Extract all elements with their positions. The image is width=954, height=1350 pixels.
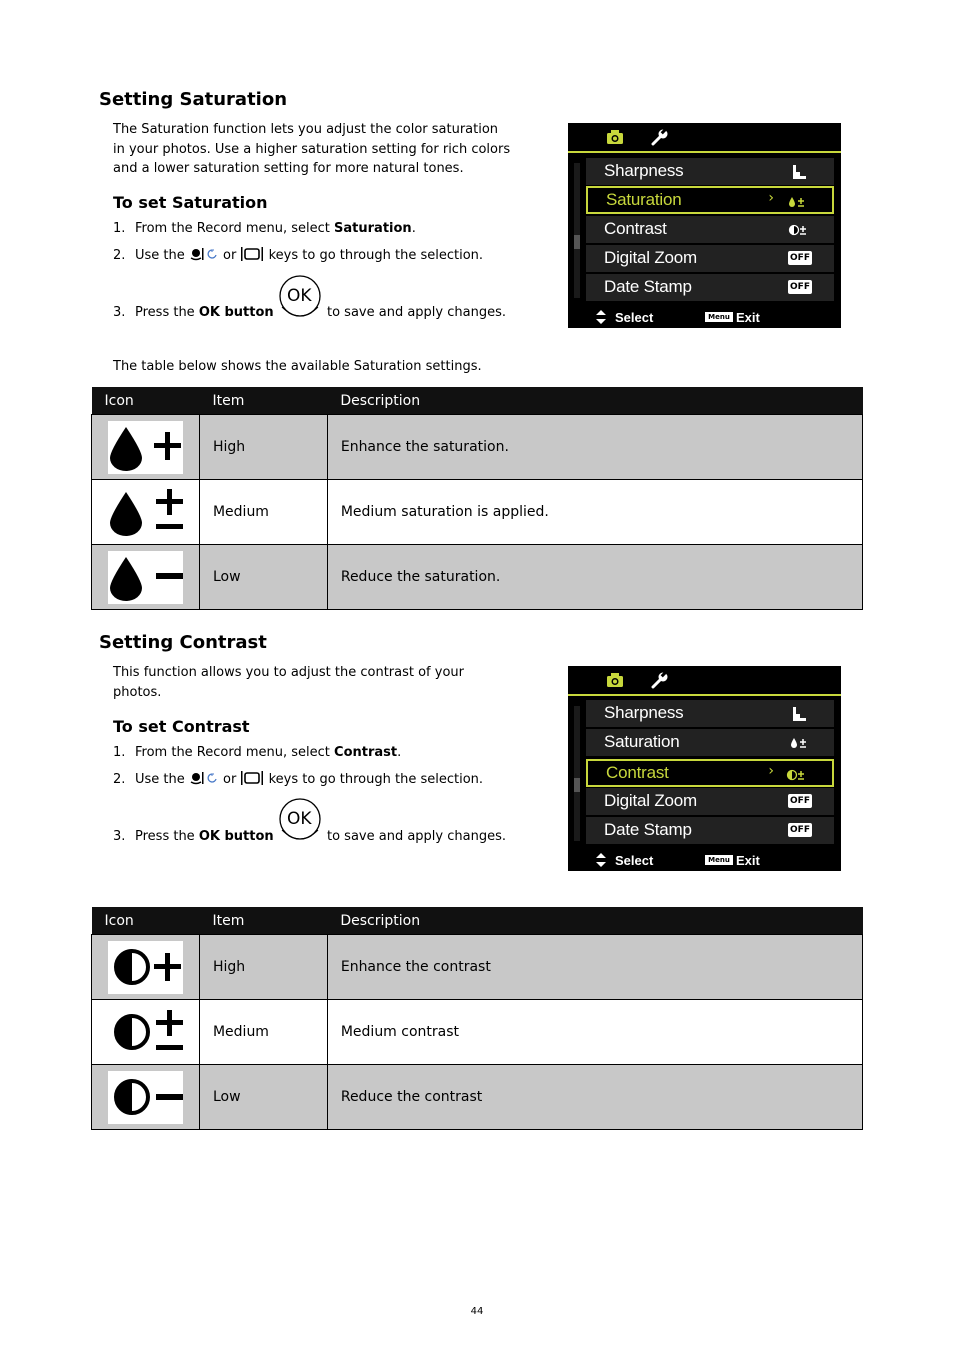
step-text: Press the xyxy=(135,829,199,844)
saturation-step-3 xyxy=(113,305,274,320)
saturation-table xyxy=(91,387,863,610)
icon-cell xyxy=(92,1065,200,1130)
ok-label: OK xyxy=(287,809,312,829)
off-badge: OFF xyxy=(788,280,812,294)
step-text: From the Record menu, select xyxy=(135,745,335,760)
contrast-step-1 xyxy=(113,745,401,760)
saturation-medium-icon xyxy=(784,193,810,210)
table-row xyxy=(92,415,863,480)
step-number: 3. xyxy=(113,829,126,844)
camera-menu-saturation xyxy=(568,123,841,328)
menu-item-label: Date Stamp xyxy=(604,820,692,839)
step-text: Use the xyxy=(135,248,189,263)
menu-item-sharpness[interactable] xyxy=(586,158,834,185)
menu-item-digital-zoom[interactable] xyxy=(586,245,834,272)
contrast-step-2 xyxy=(113,771,483,789)
saturation-intro: The Saturation function lets you adjust the color saturation in your photos. Use a higher saturation setting for rich colors and a lower saturation setting for more natural tones. xyxy=(113,122,511,176)
step-text: From the Record menu, select xyxy=(135,221,335,236)
item-cell: Low xyxy=(199,545,327,610)
ok-button-icon xyxy=(278,798,322,842)
description-cell: Reduce the contrast xyxy=(327,1065,862,1130)
step-bold: OK button xyxy=(198,305,274,320)
step-number: 2. xyxy=(113,772,126,787)
column-header-icon: Icon xyxy=(92,387,200,415)
saturation-table-intro: The table below shows the available Saturation settings. xyxy=(113,359,482,374)
up-down-arrow-icon xyxy=(594,309,608,325)
off-badge: OFF xyxy=(788,251,812,265)
column-header-item: Item xyxy=(199,387,327,415)
menu-item-saturation[interactable] xyxy=(586,186,834,214)
saturation-medium-icon xyxy=(786,734,812,751)
step-number: 3. xyxy=(113,305,126,320)
menu-item-label: Sharpness xyxy=(604,703,684,722)
column-header-icon: Icon xyxy=(92,907,200,935)
menu-item-date-stamp[interactable] xyxy=(586,817,834,844)
ok-label: OK xyxy=(287,286,312,306)
contrast-medium-icon xyxy=(108,1006,183,1059)
table-row xyxy=(92,480,863,545)
scrollbar-thumb[interactable] xyxy=(574,235,580,249)
description-cell: Enhance the contrast xyxy=(327,935,862,1000)
page-number: 44 xyxy=(470,1306,484,1317)
macro-key-icon xyxy=(189,247,219,265)
contrast-step-3-suffix: to save and apply changes. xyxy=(327,829,506,844)
menu-item-label: Saturation xyxy=(606,190,682,209)
contrast-medium-icon xyxy=(784,766,810,783)
section-heading-saturation: Setting Saturation xyxy=(99,89,288,110)
display-key-icon xyxy=(240,247,264,265)
macro-key-icon xyxy=(189,771,219,789)
off-badge: OFF xyxy=(788,823,812,837)
camera-tab-icon xyxy=(606,129,624,145)
menu-key-icon: Menu xyxy=(705,312,733,322)
contrast-low-icon xyxy=(108,1071,183,1124)
table-row xyxy=(92,545,863,610)
step-text: . xyxy=(411,221,416,236)
exit-hint: Exit xyxy=(736,853,760,868)
step-text: Press the xyxy=(135,305,199,320)
item-cell: Low xyxy=(199,1065,327,1130)
menu-item-label: Contrast xyxy=(604,219,667,238)
icon-cell xyxy=(92,480,200,545)
menu-item-contrast[interactable] xyxy=(586,216,834,243)
column-header-description: Description xyxy=(327,907,862,935)
step-bold: Contrast xyxy=(334,745,398,760)
menu-item-label: Digital Zoom xyxy=(604,791,698,810)
menu-scrollbar[interactable] xyxy=(574,163,580,298)
menu-key-icon: Menu xyxy=(705,855,733,865)
menu-footer xyxy=(568,849,841,871)
description-cell: Enhance the saturation. xyxy=(327,415,862,480)
camera-tab-icon xyxy=(606,672,624,688)
menu-tab-bar xyxy=(568,666,841,694)
menu-divider xyxy=(568,151,841,153)
menu-item-saturation[interactable] xyxy=(586,729,834,756)
exit-hint: Exit xyxy=(736,310,760,325)
menu-item-date-stamp[interactable] xyxy=(586,274,834,301)
description-cell: Medium contrast xyxy=(327,1000,862,1065)
section-heading-contrast: Setting Contrast xyxy=(99,632,267,653)
contrast-step-3 xyxy=(113,829,274,844)
sharpness-icon xyxy=(786,163,812,180)
item-cell: Medium xyxy=(199,1000,327,1065)
wrench-tab-icon xyxy=(650,128,670,146)
menu-footer xyxy=(568,306,841,328)
select-hint: Select xyxy=(615,310,654,325)
step-text: or xyxy=(218,772,241,787)
chevron-right-icon: › xyxy=(768,763,774,779)
contrast-table xyxy=(91,907,863,1130)
saturation-step-3-suffix: to save and apply changes. xyxy=(327,305,506,320)
subheading-set-contrast: To set Contrast xyxy=(113,717,250,736)
menu-item-label: Saturation xyxy=(604,732,680,751)
saturation-step-2 xyxy=(113,247,483,265)
menu-divider xyxy=(568,694,841,696)
saturation-high-icon xyxy=(108,421,183,474)
up-down-arrow-icon xyxy=(594,852,608,868)
menu-item-contrast[interactable] xyxy=(586,759,834,787)
step-number: 2. xyxy=(113,248,126,263)
off-badge: OFF xyxy=(788,794,812,808)
chevron-right-icon: › xyxy=(768,190,774,206)
step-text: . xyxy=(397,745,402,760)
menu-item-label: Date Stamp xyxy=(604,277,692,296)
table-row xyxy=(92,1000,863,1065)
description-cell: Medium saturation is applied. xyxy=(327,480,862,545)
table-row xyxy=(92,935,863,1000)
display-key-icon xyxy=(240,771,264,789)
contrast-medium-icon xyxy=(786,221,812,238)
camera-menu-contrast xyxy=(568,666,841,871)
select-hint: Select xyxy=(615,853,654,868)
menu-tab-bar xyxy=(568,123,841,151)
saturation-medium-icon xyxy=(108,486,183,539)
table-row xyxy=(92,1065,863,1130)
saturation-step-1 xyxy=(113,221,416,236)
step-text: Use the xyxy=(135,772,189,787)
contrast-high-icon xyxy=(108,941,183,994)
description-cell: Reduce the saturation. xyxy=(327,545,862,610)
scrollbar-thumb[interactable] xyxy=(574,778,580,792)
step-bold: OK button xyxy=(198,829,274,844)
menu-item-label: Digital Zoom xyxy=(604,248,698,267)
step-text: or xyxy=(218,248,241,263)
subheading-set-saturation: To set Saturation xyxy=(113,193,268,212)
sharpness-icon xyxy=(786,705,812,722)
step-number: 1. xyxy=(113,221,126,236)
icon-cell xyxy=(92,415,200,480)
wrench-tab-icon xyxy=(650,671,670,689)
icon-cell xyxy=(92,935,200,1000)
column-header-description: Description xyxy=(327,387,862,415)
saturation-low-icon xyxy=(108,551,183,604)
menu-item-label: Contrast xyxy=(606,763,669,782)
icon-cell xyxy=(92,1000,200,1065)
ok-button-icon xyxy=(278,275,322,319)
item-cell: High xyxy=(199,415,327,480)
step-number: 1. xyxy=(113,745,126,760)
step-text: keys to go through the selection. xyxy=(264,248,484,263)
menu-item-digital-zoom[interactable] xyxy=(586,788,834,815)
menu-item-sharpness[interactable] xyxy=(586,700,834,727)
item-cell: Medium xyxy=(199,480,327,545)
icon-cell xyxy=(92,545,200,610)
table-header-row xyxy=(92,907,863,935)
item-cell: High xyxy=(199,935,327,1000)
menu-item-label: Sharpness xyxy=(604,161,684,180)
step-bold: Saturation xyxy=(334,221,412,236)
column-header-item: Item xyxy=(199,907,327,935)
contrast-intro: This function allows you to adjust the contrast of your photos. xyxy=(113,665,464,700)
step-text: keys to go through the selection. xyxy=(264,772,484,787)
table-header-row xyxy=(92,387,863,415)
menu-scrollbar[interactable] xyxy=(574,706,580,841)
